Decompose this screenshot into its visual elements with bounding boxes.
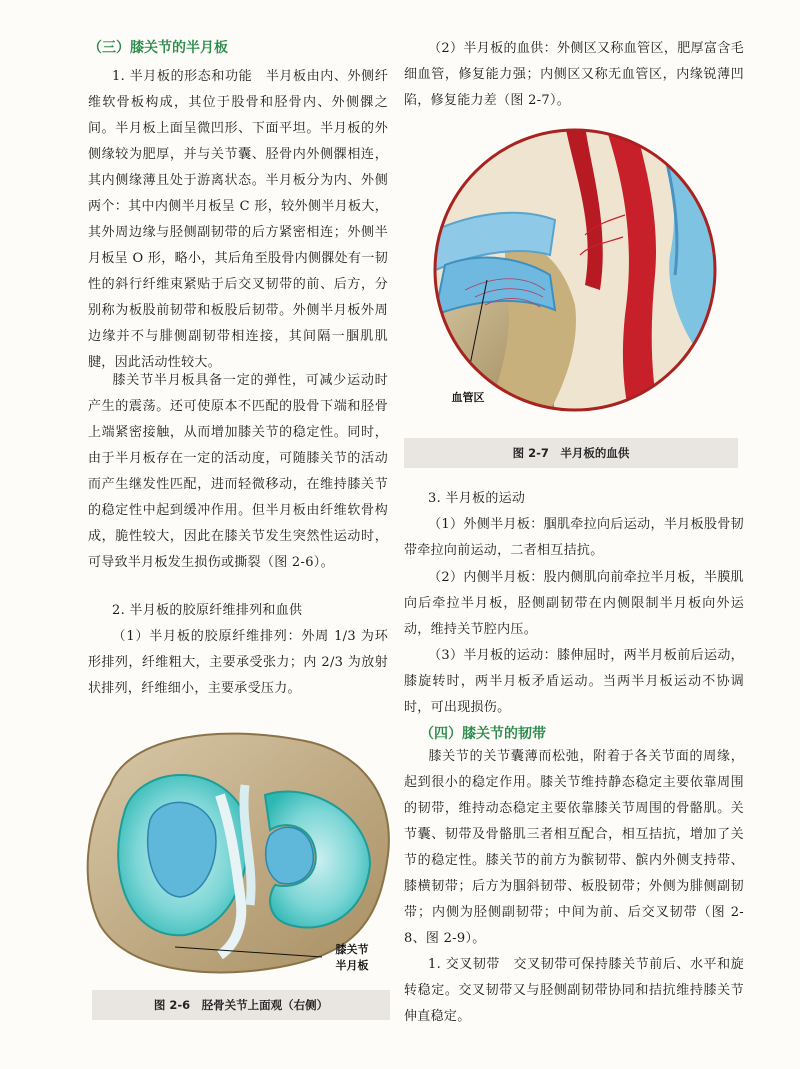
paragraph-cruciate-ligaments: 1. 交叉韧带 交叉韧带可保持膝关节前后、水平和旋转稳定。交叉韧带又与胫侧副韧带协同和拮抗维持膝关节伸直稳定。 [404, 957, 744, 1024]
section-heading-meniscus: （三）膝关节的半月板 [88, 40, 228, 56]
paragraph-lateral-meniscus: （1）外侧半月板：腘肌牵拉向后运动，半月板股骨韧带牵拉向前运动，二者相互拮抗。 [404, 517, 744, 558]
section-heading-ligaments: （四）膝关节的韧带 [420, 726, 546, 742]
paragraph-meniscus-morphology: 1. 半月板的形态和功能 半月板由内、外侧纤维软骨板构成，其位于股骨和胫骨内、外侧髁之间。半月板上面呈微凹形、下面平坦。半月板的外侧缘较为肥厚，并与关节囊、胫骨内外侧髁相连，其内侧缘薄且处于游离状态。半月板分为内、外侧两个：其中内侧半月板呈 C 形，较外侧半月板大，其外周边缘与胫侧副韧带的后方紧密相连；外侧半月板呈 O 形，略小，其后角至股骨内侧髁处有一韧性的斜行纤维束紧贴于后交叉韧带的前、后方，分别称为板股前韧带和板股后韧带。外侧半月板外周边缘并不与腓侧副韧带相连接，其间隔一腘肌肌腱，因此活动性较大。 [88, 69, 388, 370]
paragraph-meniscus-motion: （3）半月板的运动：膝伸屈时，两半月板前后运动，膝旋转时，两半月板矛盾运动。当两半月板运动不协调时，可出现损伤。 [404, 648, 744, 715]
figure-2-7-label: 血管区 [451, 391, 485, 404]
paragraph-knee-ligaments: 膝关节的关节囊薄而松弛，附着于各关节面的周缘，起到很小的稳定作用。膝关节维持静态稳定主要依靠周围的韧带，维持动态稳定主要依靠膝关节周围的骨骼肌。关节囊、韧带及骨骼肌三者相互配合，相互拮抗，增加了关节的稳定性。膝关节的前方为髌韧带、髌内外侧支持带、膝横韧带；后方为腘斜韧带、板股韧带；外侧为腓侧副韧带；内侧为胫侧副韧带；中间为前、后交叉韧带（图 2-8、图 2-9）。 [404, 749, 744, 946]
paragraph-medial-meniscus: （2）内侧半月板：股内侧肌向前牵拉半月板，半膜肌向后牵拉半月板，胫侧副韧带在内侧限制半月板向外运动，维持关节腔内压。 [404, 570, 744, 637]
paragraph-collagen-arrangement: （1）半月板的胶原纤维排列：外周 1/3 为环形排列，纤维粗大，主要承受张力；内 2/3 为放射状排列，纤维细小，主要承受压力。 [88, 629, 388, 696]
paragraph-meniscus-elasticity: 膝关节半月板具备一定的弹性，可减少运动时产生的震荡。还可使原本不匹配的股骨下端和胫骨上端紧密接触，从而增加膝关节的稳定性。同时，由于半月板存在一定的活动度，可随膝关节的活动而产生继发性匹配，进而轻微移动，在维持膝关节的稳定性中起到缓冲作用。但半月板由纤维软骨构成，脆性较大，因此在膝关节发生突然性运动时，可导致半月板发生损伤或撕裂（图 2-6）。 [88, 373, 388, 570]
paragraph-meniscus-movement-heading: 3. 半月板的运动 [428, 491, 526, 506]
figure-2-6-label: 膝关节 半月板 [335, 943, 369, 972]
paragraph-collagen-heading: 2. 半月板的胶原纤维排列和血供 [112, 603, 303, 618]
figure-2-7-caption: 图 2-7 半月板的血供 [404, 438, 738, 468]
meniscus-blood-supply-illustration [425, 125, 725, 420]
paragraph-blood-supply: （2）半月板的血供：外侧区又称血管区，肥厚富含毛细血管，修复能力强；内侧区又称无血管区，内缘锐薄凹陷，修复能力差（图 2-7）。 [404, 41, 744, 108]
figure-2-6-caption: 图 2-6 胫骨关节上面观（右侧） [92, 990, 390, 1020]
